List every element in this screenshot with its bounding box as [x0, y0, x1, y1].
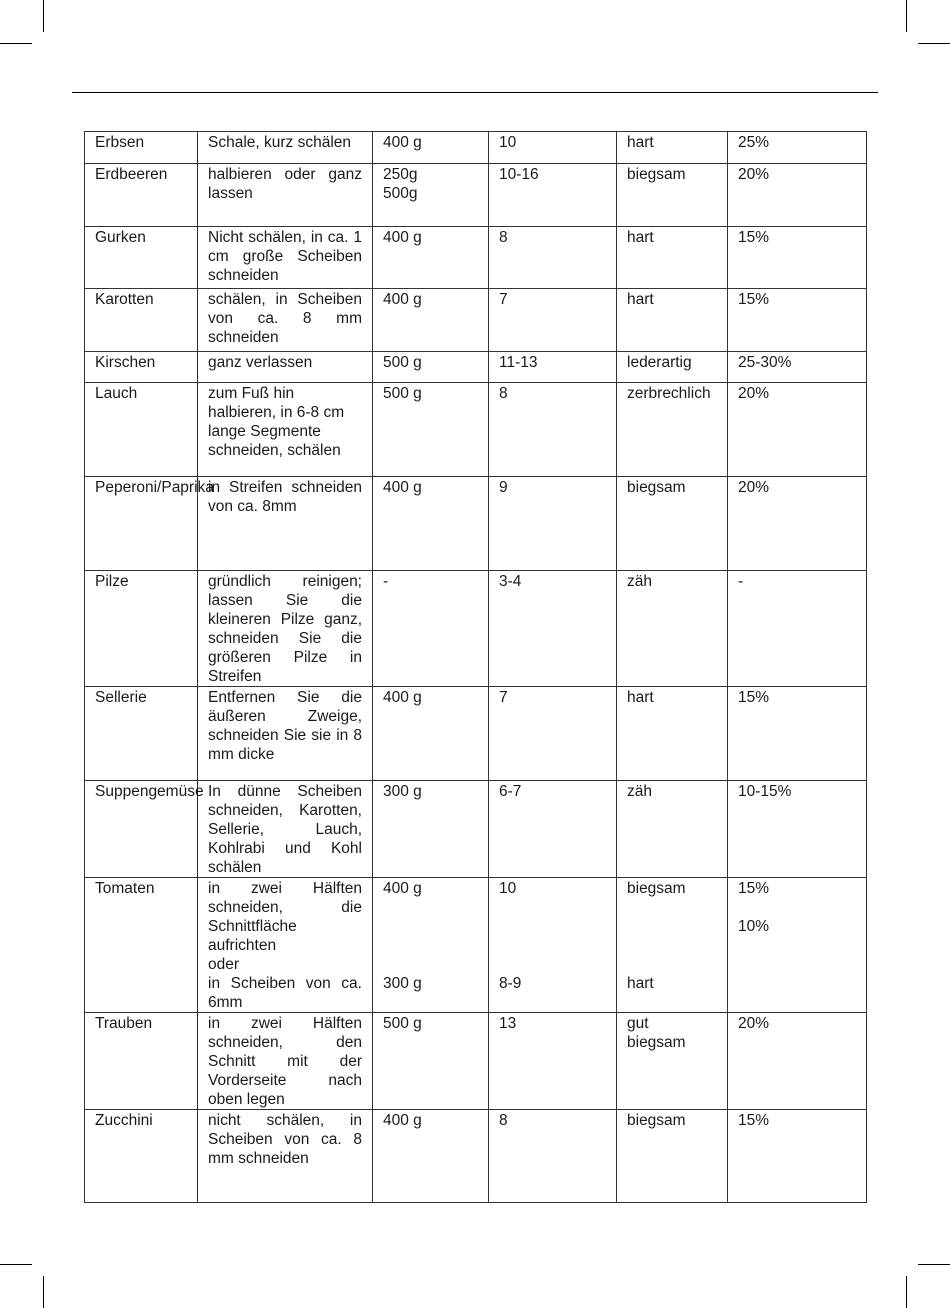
drying-time-cell: [489, 1013, 617, 1110]
percent-cell: [728, 289, 867, 352]
drying-time-cell-line: 3-4: [499, 573, 522, 590]
table-row: [85, 383, 867, 477]
texture-cell: [617, 352, 728, 383]
preparation-cell-line: in Scheiben von ca. 6mm: [208, 975, 362, 1011]
percent-cell-line: 15%: [738, 689, 770, 706]
preparation-cell: [198, 289, 373, 352]
preparation-cell: [198, 687, 373, 781]
percent-cell-line: 20%: [738, 1015, 770, 1032]
preparation-cell: [198, 227, 373, 289]
crop-mark: [918, 1264, 950, 1265]
drying-time-cell: [489, 289, 617, 352]
preparation-cell: [198, 781, 373, 878]
percent-cell-line: 20%: [738, 385, 770, 402]
amount-cell-line: -: [383, 573, 389, 590]
table-row: [85, 781, 867, 878]
texture-cell-line: hart: [627, 134, 654, 151]
amount-cell-line: 500 g: [383, 1015, 422, 1032]
texture-cell: [617, 878, 728, 1013]
table-row: [85, 132, 867, 164]
product-name-cell: Lauch: [85, 383, 198, 477]
texture-cell-line: hart: [627, 975, 654, 992]
drying-time-cell: [489, 571, 617, 687]
amount-cell: [373, 781, 489, 878]
texture-cell-line: biegsam: [627, 880, 686, 897]
percent-cell: [728, 227, 867, 289]
amount-cell-line: 400 g: [383, 689, 422, 706]
drying-time-cell: [489, 227, 617, 289]
drying-time-cell-line: 10: [499, 134, 517, 151]
texture-cell-line: [627, 898, 717, 917]
drying-time-cell: [489, 687, 617, 781]
amount-cell-line: 300 g: [383, 975, 422, 992]
product-name-cell: Suppengemüse: [85, 781, 198, 878]
percent-cell-line: 10-15%: [738, 783, 792, 800]
drying-time-cell-line: [499, 898, 606, 917]
preparation-cell: [198, 571, 373, 687]
product-name-cell: Erbsen: [85, 132, 198, 164]
amount-cell-line: 400 g: [383, 479, 422, 496]
preparation-cell-line: lange Segmente: [208, 423, 321, 440]
preparation-cell-line: Entfernen Sie die äußeren Zweige, schneiden Sie sie in 8 mm dicke: [208, 689, 362, 763]
amount-cell-line: 400 g: [383, 880, 422, 897]
texture-cell-line: [627, 936, 717, 955]
crop-mark: [43, 1276, 44, 1308]
product-name-cell: Kirschen: [85, 352, 198, 383]
preparation-cell-line: ganz verlassen: [208, 354, 313, 371]
preparation-cell: [198, 878, 373, 1013]
amount-cell: [373, 132, 489, 164]
texture-cell: [617, 289, 728, 352]
texture-cell: [617, 132, 728, 164]
preparation-cell: [198, 164, 373, 227]
texture-cell-line: zäh: [627, 783, 652, 800]
table-row: [85, 227, 867, 289]
amount-cell: [373, 289, 489, 352]
preparation-cell-line: oder: [208, 956, 240, 973]
amount-cell: [373, 1013, 489, 1110]
drying-time-cell-line: 11-13: [499, 354, 538, 371]
texture-cell: [617, 164, 728, 227]
percent-cell-line: [738, 898, 856, 917]
product-name-cell: Gurken: [85, 227, 198, 289]
texture-cell: [617, 687, 728, 781]
preparation-cell-line: In dünne Scheiben schneiden, Karotten, Sellerie, Lauch, Kohlrabi und Kohl schälen: [208, 783, 362, 876]
preparation-cell-line: Nicht schälen, in ca. 1 cm große Scheiben schneiden: [208, 229, 362, 284]
texture-cell: [617, 781, 728, 878]
percent-cell-line: 20%: [738, 166, 770, 183]
percent-cell: [728, 878, 867, 1013]
crop-mark: [906, 1276, 907, 1308]
drying-time-cell-line: 13: [499, 1015, 517, 1032]
preparation-cell-line: zum Fuß hin: [208, 385, 295, 402]
percent-cell-line: 15%: [738, 1112, 770, 1129]
texture-cell-line: biegsam: [627, 1112, 686, 1129]
header-rule: [72, 92, 878, 93]
amount-cell: [373, 383, 489, 477]
texture-cell-line: hart: [627, 689, 654, 706]
texture-cell: [617, 383, 728, 477]
drying-time-cell-line: 8: [499, 229, 508, 246]
percent-cell-line: 15%: [738, 880, 770, 897]
table-row: [85, 289, 867, 352]
percent-cell-line: 10%: [738, 918, 770, 935]
preparation-cell: [198, 477, 373, 571]
preparation-cell: [198, 1013, 373, 1110]
texture-cell-line: hart: [627, 291, 654, 308]
texture-cell-line: zerbrechlich: [627, 385, 711, 402]
drying-time-cell-line: 10-16: [499, 166, 539, 183]
drying-time-cell-line: 8: [499, 1112, 508, 1129]
drying-table: [84, 131, 867, 1203]
percent-cell: [728, 781, 867, 878]
texture-cell-line: [627, 955, 717, 974]
table-row: [85, 878, 867, 1013]
drying-time-cell: [489, 477, 617, 571]
drying-time-cell-line: [499, 936, 606, 955]
percent-cell: [728, 1110, 867, 1203]
drying-time-cell: [489, 352, 617, 383]
table-body: [85, 132, 867, 1203]
table-row: [85, 477, 867, 571]
percent-cell: [728, 383, 867, 477]
preparation-cell-line: halbieren, in 6-8 cm: [208, 404, 345, 421]
texture-cell-line: lederartig: [627, 354, 692, 371]
texture-cell: [617, 1013, 728, 1110]
amount-cell: [373, 164, 489, 227]
table-row: [85, 164, 867, 227]
amount-cell-line: 500 g: [383, 385, 422, 402]
amount-cell: [373, 687, 489, 781]
drying-time-cell: [489, 878, 617, 1013]
percent-cell: [728, 352, 867, 383]
amount-cell-line: [383, 898, 478, 917]
amount-cell-line: 400 g: [383, 1112, 422, 1129]
amount-cell: [373, 352, 489, 383]
amount-cell: [373, 1110, 489, 1203]
amount-cell-line: 400 g: [383, 291, 422, 308]
preparation-cell-line: in zwei Hälften schneiden, die Schnittfläche aufrichten: [208, 880, 362, 954]
texture-cell: [617, 1110, 728, 1203]
product-name-cell: Zucchini: [85, 1110, 198, 1203]
preparation-cell-line: in Streifen schneiden von ca. 8mm: [208, 479, 362, 515]
drying-time-cell-line: [499, 955, 606, 974]
preparation-cell-line: schälen, in Scheiben von ca. 8 mm schneiden: [208, 291, 362, 346]
drying-time-cell-line: 9: [499, 479, 508, 496]
preparation-cell-line: schneiden, schälen: [208, 442, 341, 459]
preparation-cell-line: gründlich reinigen; lassen Sie die kleineren Pilze ganz, schneiden Sie die größeren Pilze in Streifen: [208, 573, 362, 685]
drying-time-cell-line: [499, 917, 606, 936]
crop-mark: [918, 43, 950, 44]
texture-cell-line: biegsam: [627, 166, 686, 183]
crop-mark: [906, 0, 907, 32]
preparation-cell-line: Schale, kurz schälen: [208, 134, 352, 151]
amount-cell-line: 300 g: [383, 783, 422, 800]
drying-time-cell-line: 10: [499, 880, 517, 897]
amount-cell: [373, 878, 489, 1013]
drying-time-cell-line: 7: [499, 291, 508, 308]
texture-cell-line: biegsam: [627, 479, 686, 496]
drying-time-cell: [489, 132, 617, 164]
texture-cell-line: hart: [627, 229, 654, 246]
table-row: [85, 1110, 867, 1203]
table-row: [85, 571, 867, 687]
drying-time-cell-line: 6-7: [499, 783, 522, 800]
crop-mark: [0, 43, 32, 44]
preparation-cell: [198, 352, 373, 383]
preparation-cell-line: in zwei Hälften schneiden, den Schnitt mit der Vorderseite nach oben legen: [208, 1015, 362, 1108]
product-name-cell: Tomaten: [85, 878, 198, 1013]
percent-cell: [728, 132, 867, 164]
percent-cell-line: 20%: [738, 479, 770, 496]
amount-cell-line: 400 g: [383, 134, 422, 151]
percent-cell: [728, 477, 867, 571]
product-name-cell: Erdbeeren: [85, 164, 198, 227]
drying-time-cell-line: 8-9: [499, 975, 522, 992]
texture-cell: [617, 571, 728, 687]
product-name-cell: Pilze: [85, 571, 198, 687]
percent-cell: [728, 1013, 867, 1110]
product-name-cell: Trauben: [85, 1013, 198, 1110]
drying-time-cell-line: 7: [499, 689, 508, 706]
product-name-cell: Karotten: [85, 289, 198, 352]
preparation-cell-line: halbieren oder ganz lassen: [208, 166, 362, 202]
preparation-cell: [198, 383, 373, 477]
table-row: [85, 687, 867, 781]
drying-time-cell-line: 8: [499, 385, 508, 402]
texture-cell-line: zäh: [627, 573, 652, 590]
percent-cell-line: 15%: [738, 291, 770, 308]
preparation-cell: [198, 1110, 373, 1203]
amount-cell: [373, 477, 489, 571]
texture-cell-line: gut: [627, 1015, 649, 1032]
percent-cell: [728, 687, 867, 781]
texture-cell: [617, 227, 728, 289]
crop-mark: [43, 0, 44, 32]
drying-time-cell: [489, 164, 617, 227]
percent-cell-line: -: [738, 573, 744, 590]
preparation-cell-line: nicht schälen, in Scheiben von ca. 8 mm schneiden: [208, 1112, 362, 1167]
amount-cell: [373, 571, 489, 687]
percent-cell-line: 25%: [738, 134, 770, 151]
product-name-cell: Sellerie: [85, 687, 198, 781]
percent-cell-line: 25-30%: [738, 354, 792, 371]
texture-cell-line: biegsam: [627, 1034, 686, 1051]
table-row: [85, 1013, 867, 1110]
amount-cell-line: 500g: [383, 185, 418, 202]
crop-mark: [0, 1264, 32, 1265]
table-row: [85, 352, 867, 383]
percent-cell-line: 15%: [738, 229, 770, 246]
amount-cell: [373, 227, 489, 289]
texture-cell-line: [627, 917, 717, 936]
texture-cell: [617, 477, 728, 571]
amount-cell-line: [383, 917, 478, 936]
amount-cell-line: [383, 936, 478, 955]
product-name-cell: Peperoni/Paprika: [85, 477, 198, 571]
drying-time-cell: [489, 1110, 617, 1203]
amount-cell-line: 500 g: [383, 354, 422, 371]
percent-cell: [728, 164, 867, 227]
drying-time-cell: [489, 383, 617, 477]
preparation-cell: [198, 132, 373, 164]
amount-cell-line: 250g: [383, 166, 418, 183]
amount-cell-line: 400 g: [383, 229, 422, 246]
drying-time-cell: [489, 781, 617, 878]
percent-cell: [728, 571, 867, 687]
amount-cell-line: [383, 955, 478, 974]
